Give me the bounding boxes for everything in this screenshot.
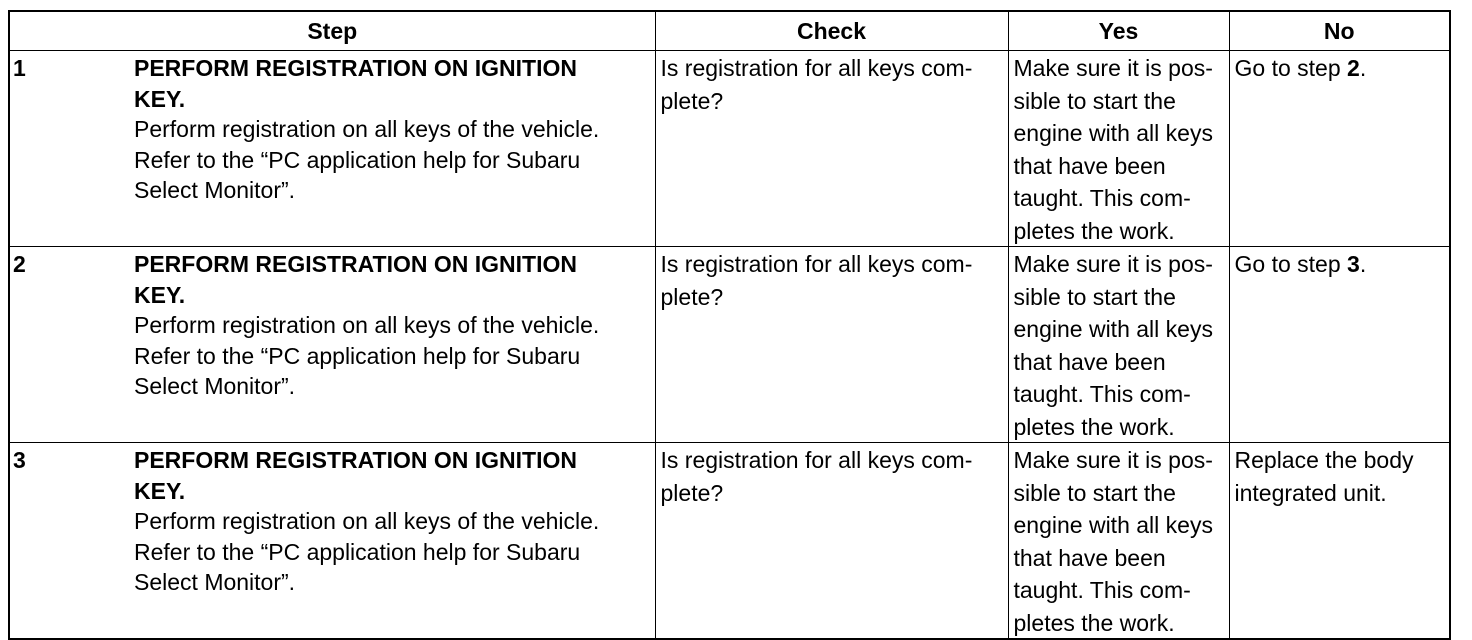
step-title-line2: KEY. bbox=[134, 85, 186, 112]
header-row bbox=[9, 11, 1450, 51]
step-text-line1: Perform registration on all keys of the vehicle. bbox=[134, 116, 600, 142]
no-step-ref: 2 bbox=[1347, 55, 1360, 81]
step-number: 3 bbox=[13, 447, 26, 473]
yes-cell bbox=[1008, 443, 1229, 640]
yes-text-line: sible to start the bbox=[1013, 87, 1176, 114]
step-text-line2: Refer to the “PC application help for Subaru bbox=[134, 146, 581, 173]
yes-text-line: pletes the work. bbox=[1013, 609, 1175, 636]
step-text-line3: Select Monitor”. bbox=[134, 177, 296, 203]
step-title-line1: PERFORM REGISTRATION ON IGNITION bbox=[134, 55, 577, 81]
check-text-line2: plete? bbox=[660, 283, 724, 310]
check-text-line2: plete? bbox=[660, 87, 724, 114]
yes-text-line: engine with all keys bbox=[1013, 120, 1213, 146]
step-cell bbox=[9, 51, 655, 247]
yes-text-line: sible to start the bbox=[1013, 283, 1176, 310]
yes-text-line: taught. This com- bbox=[1013, 185, 1191, 211]
table-row bbox=[9, 247, 1450, 443]
step-title-line2: KEY. bbox=[134, 281, 186, 308]
yes-text-line: sible to start the bbox=[1013, 479, 1176, 506]
step-number: 2 bbox=[13, 251, 26, 277]
step-text-line2: Refer to the “PC application help for Subaru bbox=[134, 342, 581, 369]
header-check: Check bbox=[655, 11, 1008, 51]
yes-text-line: engine with all keys bbox=[1013, 316, 1213, 342]
step-body bbox=[134, 249, 655, 402]
check-text-line2: plete? bbox=[660, 479, 724, 506]
step-cell bbox=[9, 443, 655, 640]
step-number: 1 bbox=[13, 55, 26, 81]
step-text-line3: Select Monitor”. bbox=[134, 373, 296, 399]
no-text bbox=[1230, 51, 1450, 84]
no-step-ref: 3 bbox=[1347, 251, 1360, 277]
yes-text-line: taught. This com- bbox=[1013, 577, 1191, 603]
no-prefix: Go to step bbox=[1234, 55, 1348, 81]
step-title-line2: KEY. bbox=[134, 477, 186, 504]
header-step: Step bbox=[9, 11, 655, 51]
check-cell bbox=[655, 443, 1008, 640]
check-cell bbox=[655, 51, 1008, 247]
no-text-line2: integrated unit. bbox=[1234, 479, 1387, 506]
no-suffix: . bbox=[1359, 251, 1367, 277]
step-text-line1: Perform registration on all keys of the vehicle. bbox=[134, 508, 600, 534]
table-row bbox=[9, 51, 1450, 247]
step-text-line2: Refer to the “PC application help for Subaru bbox=[134, 538, 581, 565]
yes-text-line: Make sure it is pos- bbox=[1013, 55, 1213, 81]
no-prefix: Go to step bbox=[1234, 251, 1348, 277]
no-cell bbox=[1229, 247, 1450, 443]
yes-text-line: engine with all keys bbox=[1013, 512, 1213, 538]
yes-text-line: Make sure it is pos- bbox=[1013, 447, 1213, 473]
table-row bbox=[9, 443, 1450, 640]
header-yes: Yes bbox=[1008, 11, 1229, 51]
header-no: No bbox=[1229, 11, 1450, 51]
no-text bbox=[1230, 247, 1450, 280]
check-text-line1: Is registration for all keys com- bbox=[660, 55, 973, 81]
no-cell bbox=[1229, 443, 1450, 640]
check-text-line1: Is registration for all keys com- bbox=[660, 251, 973, 277]
step-text-line3: Select Monitor”. bbox=[134, 569, 296, 595]
yes-text-line: pletes the work. bbox=[1013, 217, 1175, 244]
yes-text-line: that have been bbox=[1013, 348, 1166, 375]
step-body bbox=[134, 445, 655, 598]
no-suffix: . bbox=[1359, 55, 1367, 81]
step-text-line1: Perform registration on all keys of the vehicle. bbox=[134, 312, 600, 338]
check-cell bbox=[655, 247, 1008, 443]
step-body bbox=[134, 53, 655, 206]
no-cell bbox=[1229, 51, 1450, 247]
yes-text-line: pletes the work. bbox=[1013, 413, 1175, 440]
yes-text-line: that have been bbox=[1013, 152, 1166, 179]
yes-text-line: that have been bbox=[1013, 544, 1166, 571]
yes-cell bbox=[1008, 247, 1229, 443]
step-title-line1: PERFORM REGISTRATION ON IGNITION bbox=[134, 447, 577, 473]
check-text-line1: Is registration for all keys com- bbox=[660, 447, 973, 473]
yes-text-line: taught. This com- bbox=[1013, 381, 1191, 407]
yes-text-line: Make sure it is pos- bbox=[1013, 251, 1213, 277]
yes-cell bbox=[1008, 51, 1229, 247]
step-title-line1: PERFORM REGISTRATION ON IGNITION bbox=[134, 251, 577, 277]
diagnostic-table bbox=[8, 10, 1451, 640]
step-cell bbox=[9, 247, 655, 443]
no-text-line1: Replace the body bbox=[1234, 447, 1414, 473]
